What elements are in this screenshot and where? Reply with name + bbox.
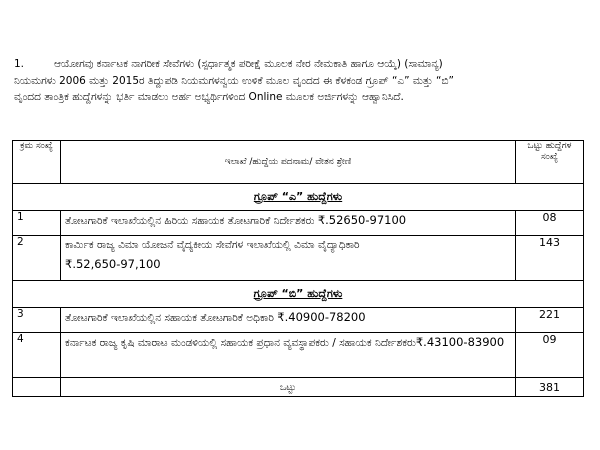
posts-table bbox=[12, 140, 584, 397]
row-sl: 1 bbox=[13, 211, 61, 236]
row-pay-scale: ₹.40900-78200 bbox=[277, 310, 366, 324]
row-posts: 143 bbox=[516, 236, 584, 281]
group-b-row bbox=[13, 281, 584, 308]
row-post-title: ತೋಟಗಾರಿಕೆ ಇಲಾಖೆಯಲ್ಲಿನ ಹಿರಿಯ ಸಹಾಯಕ ತೋಟಗಾರಿಕೆ ನಿರ್ದೇಶಕರು bbox=[65, 215, 315, 227]
row-posts: 08 bbox=[516, 211, 584, 236]
row-description bbox=[61, 333, 516, 378]
total-label: ಒಟ್ಟು bbox=[61, 378, 516, 397]
header-total-posts: ಒಟ್ಟು ಹುದ್ದೆಗಳ ಸಂಖ್ಯೆ bbox=[516, 141, 584, 184]
row-description bbox=[61, 211, 516, 236]
table-row bbox=[13, 211, 584, 236]
row-description bbox=[61, 236, 516, 281]
paragraph-number: 1. bbox=[14, 58, 25, 70]
row-description bbox=[61, 308, 516, 333]
header-sl-no: ಕ್ರಮ ಸಂಖ್ಯೆ bbox=[13, 141, 61, 184]
intro-text-1: ಆಯೋಗವು ಕರ್ನಾಟಕ ನಾಗರೀಕ ಸೇವೆಗಳು (ಸ್ಪರ್ಧಾತ್ಮಕ ಪರೀಕ್ಷೆ ಮೂಲಕ ನೇರ ನೇಮಕಾತಿ ಹಾಗೂ ಆಯ್ಕೆ) (ಸಾಮಾನ್ಯ) bbox=[54, 58, 443, 70]
row-post-title: ತೋಟಗಾರಿಕೆ ಇಲಾಖೆಯಲ್ಲಿನ ಸಹಾಯಕ ತೋಟಗಾರಿಕೆ ಅಧಿಕಾರಿ bbox=[65, 312, 274, 324]
intro-line-1 bbox=[14, 56, 584, 73]
table-header-row bbox=[13, 141, 584, 184]
table-row bbox=[13, 333, 584, 378]
total-row bbox=[13, 378, 584, 397]
row-pay-scale: ₹.43100-83900 bbox=[415, 335, 505, 349]
group-b-label: ಗ್ರೂಪ್ “ಬಿ” ಹುದ್ದೆಗಳು bbox=[253, 287, 343, 300]
total-posts: 381 bbox=[516, 378, 584, 397]
header-department: ಇಲಾಖೆ /ಹುದ್ದೆಯ ಪದನಾಮ/ ವೇತನ ಶ್ರೇಣಿ bbox=[61, 141, 516, 184]
row-sl: 2 bbox=[13, 236, 61, 281]
group-a-row bbox=[13, 184, 584, 211]
intro-line-3: ವೃಂದದ ತಾಂತ್ರಿಕ ಹುದ್ದೆಗಳನ್ನು ಭರ್ತಿ ಮಾಡಲು ಅರ್ಹ ಅಭ್ಯರ್ಥಿಗಳಿಂದ Online ಮೂಲಕ ಅರ್ಜಿಗಳನ್ನು ಆಹ್ವಾನಿಸಿದೆ. bbox=[14, 91, 404, 103]
group-b-heading bbox=[13, 281, 584, 308]
intro-line-2: ನಿಯಮಗಳು 2006 ಮತ್ತು 2015ರ ತಿದ್ದುಪಡಿ ನಿಯಮಗಳನ್ವಯ ಉಳಿಕೆ ಮೂಲ ವೃಂದದ ಈ ಕೆಳಕಂಡ ಗ್ರೂಪ್ “ಎ” ಮತ್ತು “ಬಿ” bbox=[14, 74, 454, 87]
group-a-label: ಗ್ರೂಪ್ “ಎ” ಹುದ್ದೆಗಳು bbox=[253, 190, 343, 203]
row-post-title: ಕಾರ್ಮಿಕ ರಾಜ್ಯ ವಿಮಾ ಯೋಜನೆ ವೈದ್ಯಕೀಯ ಸೇವೆಗಳ ಇಲಾಖೆಯಲ್ಲಿ ವಿಮಾ ವೈದ್ಯಾಧಿಕಾರಿ bbox=[65, 239, 360, 251]
intro-paragraph bbox=[14, 56, 584, 106]
total-empty-cell bbox=[13, 378, 61, 397]
row-posts: 09 bbox=[516, 333, 584, 378]
row-sl: 3 bbox=[13, 308, 61, 333]
group-a-heading bbox=[13, 184, 584, 211]
row-pay-scale: ₹.52650-97100 bbox=[317, 213, 407, 227]
row-sl: 4 bbox=[13, 333, 61, 378]
table-row bbox=[13, 236, 584, 281]
table-row bbox=[13, 308, 584, 333]
row-post-title: ಕರ್ನಾಟಕ ರಾಜ್ಯ ಕೃಷಿ ಮಾರಾಟ ಮಂಡಳಿಯಲ್ಲಿ ಸಹಾಯಕ ಪ್ರಧಾನ ವ್ಯವಸ್ಥಾಪಕರು / ಸಹಾಯಕ ನಿರ್ದೇಶಕರು bbox=[65, 337, 416, 349]
row-pay-scale: ₹.52,650-97,100 bbox=[65, 257, 161, 271]
row-posts: 221 bbox=[516, 308, 584, 333]
